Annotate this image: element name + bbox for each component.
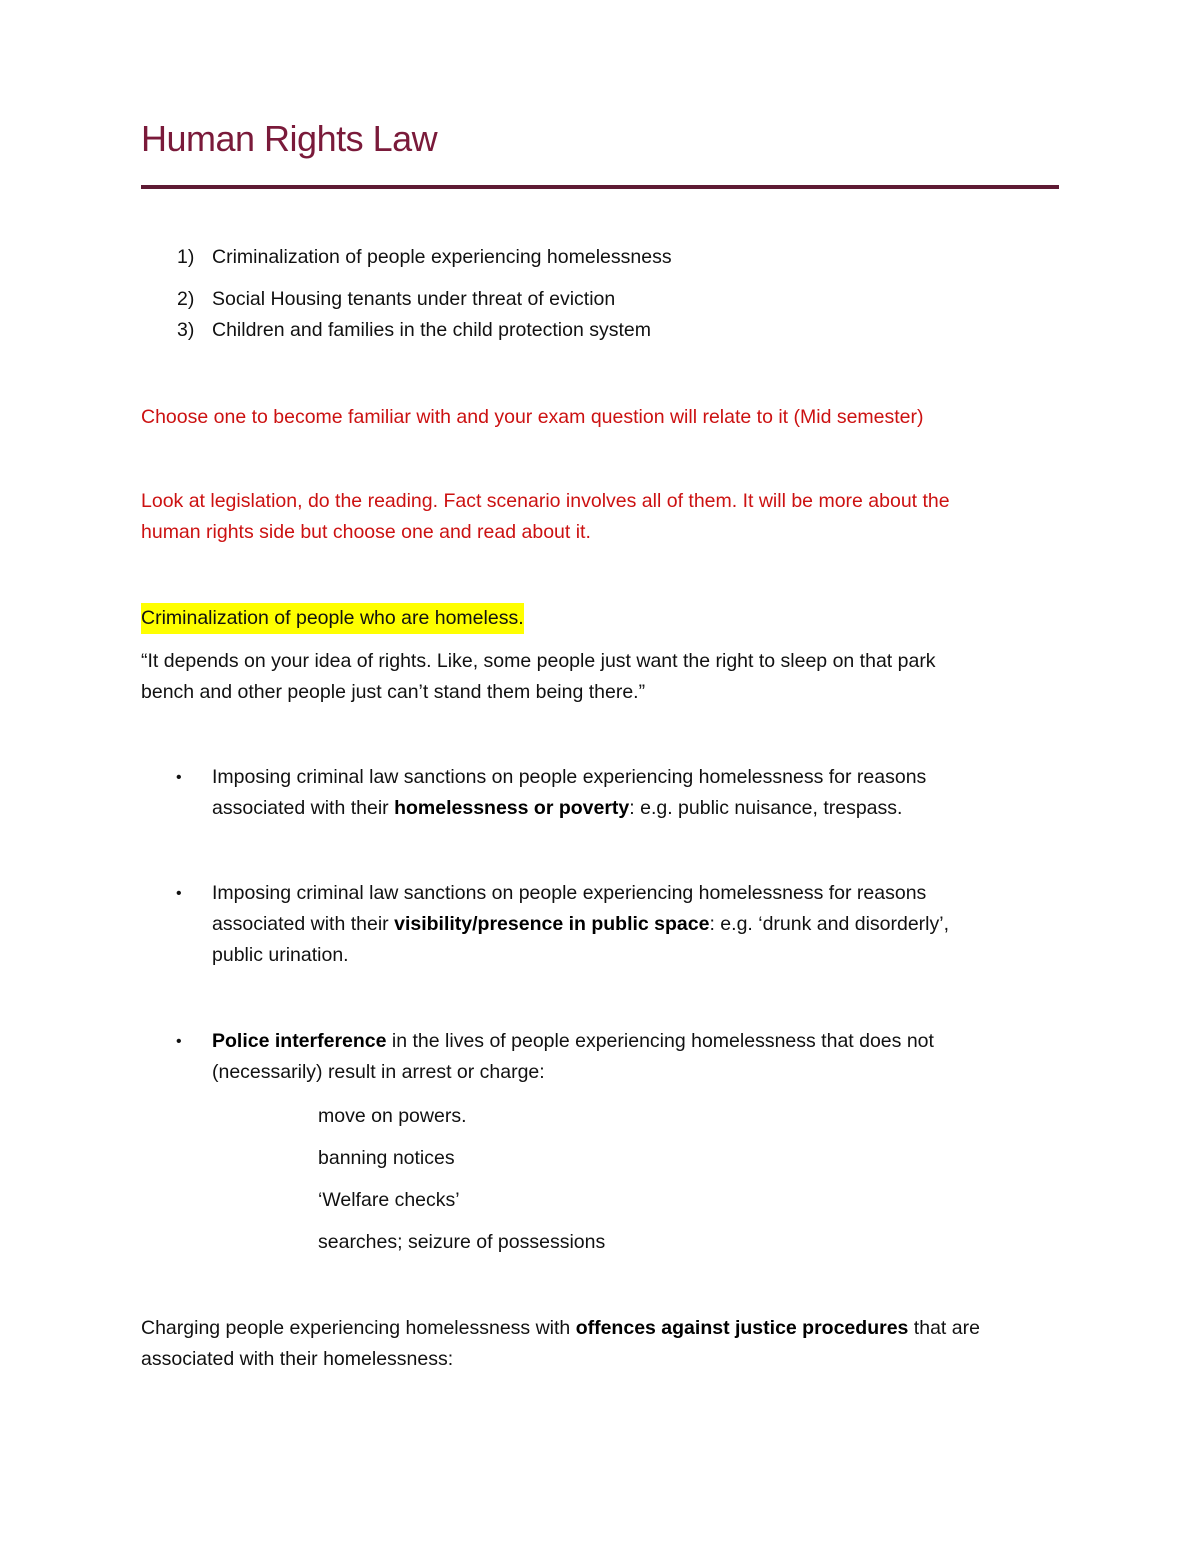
bullet-3-line-2: (necessarily) result in arrest or charge:: [212, 1061, 545, 1083]
note-choose-one: Choose one to become familiar with and your exam question will relate to it (Mid semester): [141, 406, 924, 428]
sub-item-banning-notices: banning notices: [318, 1147, 455, 1169]
sub-item-searches: searches; seizure of possessions: [318, 1231, 606, 1253]
final-text: Charging people experiencing homelessness with: [141, 1317, 576, 1339]
bullet-2-line-1: Imposing criminal law sanctions on people experiencing homelessness for reasons: [212, 882, 927, 904]
topic-number-2: 2): [177, 288, 195, 310]
bullet-1-line-1: Imposing criminal law sanctions on people experiencing homelessness for reasons: [212, 766, 927, 788]
bullet-3-text: in the lives of people experiencing homelessness that does not: [386, 1030, 934, 1052]
topic-3: Children and families in the child protection system: [212, 319, 651, 341]
bullet-2-line-3: public urination.: [212, 944, 349, 966]
section-heading: Criminalization of people who are homeless.: [141, 603, 524, 634]
bullet-marker-3: •: [176, 1033, 182, 1050]
note-legislation-line-1: Look at legislation, do the reading. Fact scenario involves all of them. It will be more about the: [141, 490, 950, 512]
topic-2: Social Housing tenants under threat of eviction: [212, 288, 616, 310]
bullet-2-line-2: [212, 909, 949, 940]
final-paragraph-line-1: [141, 1313, 980, 1344]
quote-line-1: “It depends on your idea of rights. Like, some people just want the right to sleep on that park: [141, 650, 936, 672]
bullet-1-examples: : e.g. public nuisance, trespass.: [629, 797, 903, 819]
bullet-marker-2: •: [176, 885, 182, 902]
bullet-3-emphasis: Police interference: [212, 1030, 387, 1052]
bullet-2-text: associated with their: [212, 913, 395, 935]
bullet-1-line-2: [212, 793, 902, 824]
bullet-2-examples: : e.g. ‘drunk and disorderly’,: [709, 913, 950, 935]
bullet-2-emphasis: visibility/presence in public space: [394, 913, 710, 935]
document-title: Human Rights Law: [141, 118, 438, 159]
bullet-3-line-1: [212, 1026, 934, 1057]
quote-line-2: bench and other people just can’t stand them being there.”: [141, 681, 646, 703]
note-legislation-line-2: human rights side but choose one and read about it.: [141, 521, 591, 543]
sub-item-move-on-powers: move on powers.: [318, 1105, 467, 1127]
sub-item-welfare-checks: ‘Welfare checks’: [318, 1189, 460, 1211]
bullet-1-text: associated with their: [212, 797, 395, 819]
topic-1: Criminalization of people experiencing homelessness: [212, 246, 672, 268]
final-text-end: that are: [908, 1317, 980, 1339]
final-emphasis: offences against justice procedures: [575, 1317, 909, 1339]
topic-number-3: 3): [177, 319, 195, 341]
final-paragraph-line-2: associated with their homelessness:: [141, 1348, 454, 1370]
bullet-marker-1: •: [176, 769, 182, 786]
bullet-1-emphasis: homelessness or poverty: [394, 797, 630, 819]
topic-number-1: 1): [177, 246, 195, 268]
title-divider: [141, 185, 1059, 189]
